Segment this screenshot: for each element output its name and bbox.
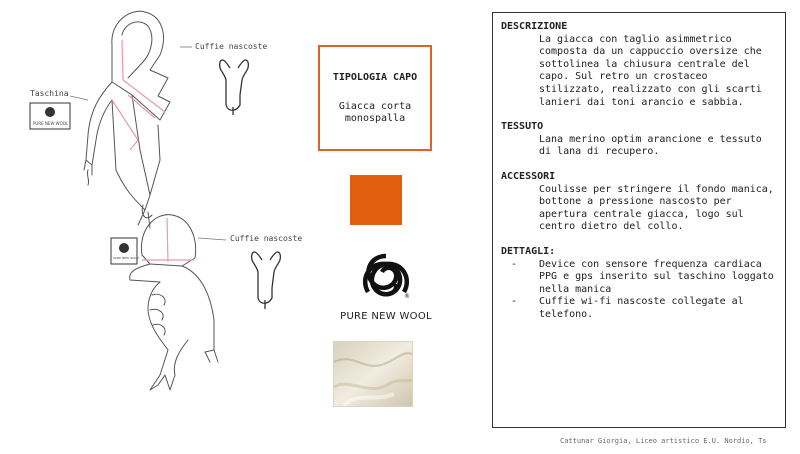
woolmark-icon [330, 248, 442, 308]
garment-type-box [318, 45, 432, 151]
bullet-text: Cuffie wi-fi nascoste collegate al telefono. [539, 296, 744, 320]
garment-type-value: Giacca corta monospalla [338, 101, 412, 124]
text-descrizione: La giacca con taglio asimmetrico composta da un cappuccio oversize che sottolinea la chiusura centrale del capo. Sul retro un crostaceo stilizzato, realizzato con gli scarti lanieri dai toni arancio e sabbia. [539, 33, 762, 108]
woolmark-logo [330, 248, 442, 326]
label-cuffie-top: Cuffie nascoste [195, 42, 268, 51]
heading-descrizione: DESCRIZIONE [501, 21, 568, 32]
label-taschina: Taschina [30, 89, 69, 98]
patch-text-front: PURE NEW WOOL [33, 121, 69, 126]
description-panel [492, 12, 786, 428]
section-descrizione [501, 21, 777, 109]
woolmark-text: PURE NEW WOOL [340, 311, 432, 322]
bullet-dash: - [511, 258, 518, 270]
jacket-sketches [0, 0, 310, 450]
section-dettagli [501, 246, 777, 322]
list-item [501, 259, 777, 297]
footer-credit: Cattunar Giorgia, Liceo artistico E.U. Nordio, Ts [560, 437, 767, 445]
front-body [86, 82, 112, 165]
bullet-text: Device con sensore frequenza cardiaca PPG e gps inserito sul taschino loggato nella manica [539, 258, 774, 295]
text-tessuto: Lana merino optim arancione e tessuto di lana di recupero. [539, 133, 762, 158]
text-accessori: Coulisse per stringere il fondo manica, bottone a pressione nascosto per apertura centrale giacca, logo sul centro dietro del collo. [539, 183, 774, 233]
front-hood [112, 11, 170, 120]
sketch-area [0, 0, 310, 450]
registered-mark: ® [404, 293, 410, 300]
heading-dettagli: DETTAGLI: [501, 245, 556, 257]
label-cuffie-bottom: Cuffie nascoste [230, 234, 303, 243]
garment-type-title: TIPOLOGIA CAPO [332, 72, 418, 83]
heading-tessuto: TESSUTO [501, 121, 544, 133]
list-item [501, 296, 777, 321]
wool-patch-back [111, 238, 140, 264]
section-tessuto [501, 121, 777, 159]
color-swatch [350, 175, 402, 225]
section-accessori [501, 171, 777, 234]
heading-accessori: ACCESSORI [501, 170, 556, 182]
fabric-sample [333, 341, 413, 407]
bullet-dash: - [511, 296, 518, 308]
back-tail [148, 282, 188, 390]
patch-text-back: PURE NEW WOOL [113, 256, 140, 260]
